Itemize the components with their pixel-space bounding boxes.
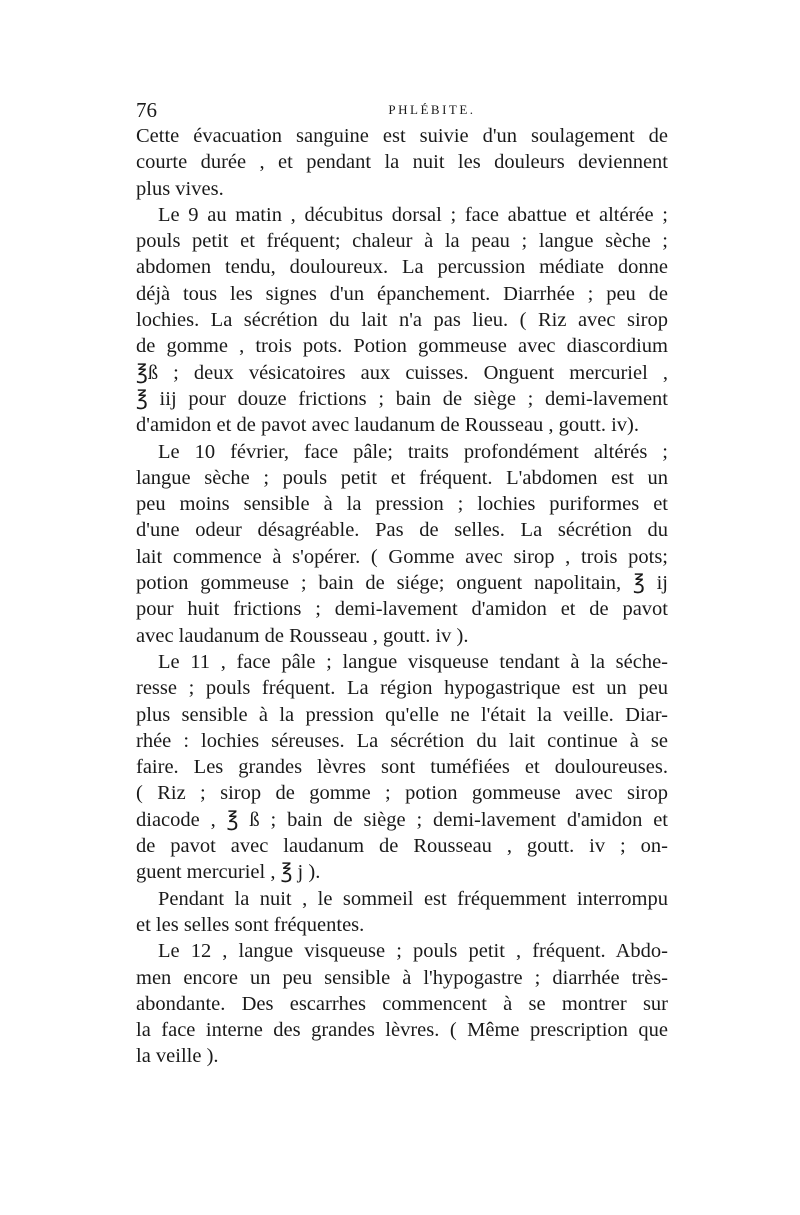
- running-title: PHLÉBITE.: [388, 102, 476, 117]
- text-line: resse ; pouls fréquent. La région hypogastrique est un peu: [136, 677, 668, 700]
- text-line: plus vives.: [136, 177, 224, 200]
- text-line: déjà tous les signes d'un épanchement. Diarrhée ; peu de: [136, 282, 668, 305]
- text-line: ( Riz ; sirop de gomme ; potion gommeuse avec sirop: [136, 782, 668, 805]
- text-line: Pendant la nuit , le sommeil est fréquemment interrompu: [158, 887, 668, 910]
- text-line: de gomme , trois pots. Potion gommeuse avec diascordium: [136, 335, 668, 358]
- text-line: lochies. La sécrétion du lait n'a pas lieu. ( Riz avec sirop: [136, 309, 668, 332]
- text-line: diacode , ℥ ß ; bain de siège ; demi-lavement d'amidon et: [136, 808, 668, 831]
- page-number: 76: [136, 98, 157, 122]
- text-line: la face interne des grandes lèvres. ( Même prescription que: [136, 1019, 668, 1042]
- text-line: faire. Les grandes lèvres sont tuméfiées et douloureuses.: [136, 756, 668, 779]
- text-line: ℥ß ; deux vésicatoires aux cuisses. Onguent mercuriel ,: [136, 361, 668, 384]
- text-line: lait commence à s'opérer. ( Gomme avec sirop , trois pots;: [136, 545, 668, 568]
- text-line: la veille ).: [136, 1045, 219, 1068]
- text-line: de pavot avec laudanum de Rousseau , goutt. iv ; on-: [136, 835, 668, 858]
- text-line: plus sensible à la pression qu'elle ne l'était la veille. Diar-: [136, 703, 668, 726]
- text-line: abdomen tendu, douloureux. La percussion médiate donne: [136, 256, 668, 279]
- text-line: rhée : lochies séreuses. La sécrétion du lait continue à se: [136, 729, 668, 752]
- text-line: courte durée , et pendant la nuit les douleurs deviennent: [136, 151, 668, 174]
- body-text: [136, 123, 668, 1070]
- text-line: Le 11 , face pâle ; langue visqueuse tendant à la séche-: [158, 650, 668, 673]
- text-line: et les selles sont fréquentes.: [136, 913, 365, 936]
- text-line: abondante. Des escarrhes commencent à se montrer sur: [136, 992, 668, 1015]
- text-line: avec laudanum de Rousseau , goutt. iv ).: [136, 624, 469, 647]
- running-head: [136, 96, 668, 124]
- text-line: men encore un peu sensible à l'hypogastre ; diarrhée très-: [136, 966, 668, 989]
- text-line: d'amidon et de pavot avec laudanum de Rousseau , goutt. iv).: [136, 414, 639, 437]
- text-line: Le 9 au matin , décubitus dorsal ; face abattue et altérée ;: [158, 203, 668, 226]
- text-line: Le 10 février, face pâle; traits profondément altérés ;: [158, 440, 668, 463]
- text-line: pour huit frictions ; demi-lavement d'amidon et de pavot: [136, 598, 668, 621]
- text-line: Cette évacuation sanguine est suivie d'un soulagement de: [136, 125, 668, 147]
- text-line: potion gommeuse ; bain de siége; onguent napolitain, ℥ ij: [136, 572, 668, 595]
- text-line: langue sèche ; pouls petit et fréquent. L'abdomen est un: [136, 466, 668, 489]
- text-line: pouls petit et fréquent; chaleur à la peau ; langue sèche ;: [136, 230, 668, 253]
- text-line: guent mercuriel , ℥ j ).: [136, 861, 321, 884]
- text-line: ℥ iij pour douze frictions ; bain de siège ; demi-lavement: [136, 387, 668, 410]
- text-line: Le 12 , langue visqueuse ; pouls petit , fréquent. Abdo-: [158, 940, 668, 963]
- text-line: peu moins sensible à la pression ; lochies puriformes et: [136, 493, 668, 516]
- text-line: d'une odeur désagréable. Pas de selles. La sécrétion du: [136, 519, 668, 542]
